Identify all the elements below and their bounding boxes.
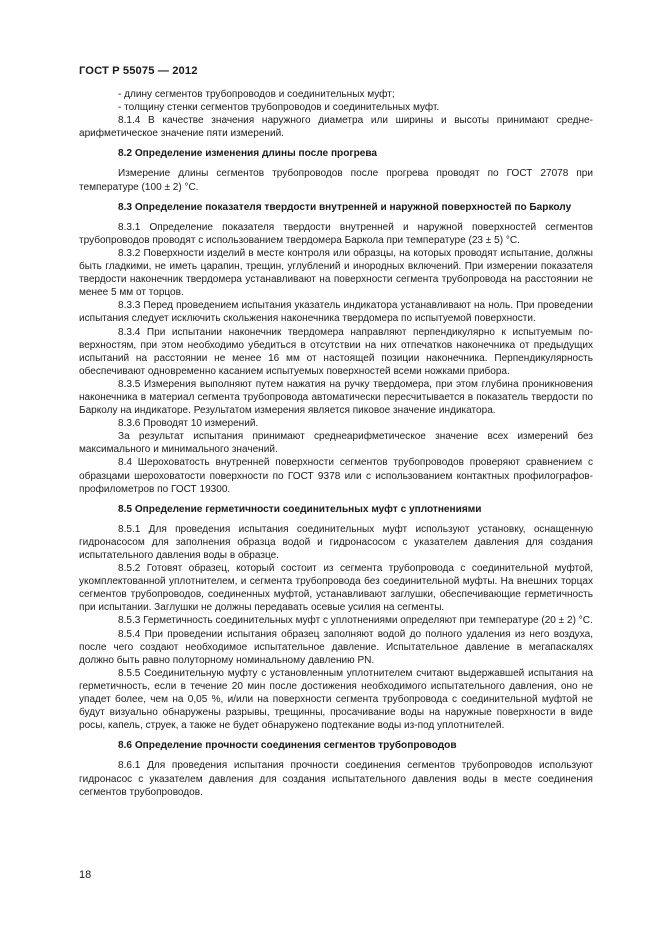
paragraph: 8.5.1 Для проведения испытания соединительных муфт используют установку, оснащенную гидронасосом для заполнения образца водой и гидронасосом с указателем давления для создания испытательного давления воды в образце. bbox=[79, 523, 593, 561]
paragraph: 8.3.3 Перед проведением испытания указатель индикатора устанавливают на ноль. При проведении испытания следует исключить скольжения наконечника твердомера по испытуемой поверхности. bbox=[79, 300, 593, 325]
paragraph: 8.5.4 При проведении испытания образец заполняют водой до полного удаления из него воздуха, после чего создают необходимое испытательное давление. Испытательное давление в мегапаскалях должно быть равно полуторному номинальному давлению PN. bbox=[79, 628, 593, 666]
paragraph: 8.5.2 Готовят образец, который состоит из сегмента трубопровода с соединительной муфтой, укомплектованной уплотнителем, и сегмента трубопровода без соединительной муфты. На внешних торцах сегментов трубопроводов, соединенных муфтой, устанавливают заглушки, обеспечивающие герметичность при испытании. Заглушки не должны передавать осевые усилия на сегменты. bbox=[79, 563, 593, 614]
paragraph: 8.1.4 В качестве значения наружного диаметра или ширины и высоты принимают среднеарифметическое значение пяти измерений. bbox=[79, 115, 593, 140]
paragraph: - толщину стенки сегментов трубопроводов и соединительных муфт. bbox=[118, 102, 440, 114]
page-number: 18 bbox=[79, 869, 92, 881]
section-heading: 8.2 Определение изменения длины после прогрева bbox=[118, 148, 378, 160]
paragraph: 8.3.4 При испытании наконечник твердомера направляют перпендикулярно к испытуемым поверхностям, при этом необходимо убедиться в отсутствии на них отпечатков наконечника от предыдущих испытаний на расстоянии не менее 16 мм от настоящей позиции наконечника. Перпендикулярность обеспечивают одновременно касанием испытуемых поверхностей всеми ножками прибора. bbox=[79, 326, 593, 377]
paragraph: - длину сегментов трубопроводов и соединительных муфт; bbox=[118, 89, 395, 100]
paragraph: 8.4 Шероховатость внутренней поверхности сегментов трубопроводов проверяют сравнением с образцами шероховатости поверхности по ГОСТ 9378 или с использованием контактных профилографов-профилометров по ГОСТ 19300. bbox=[79, 457, 593, 495]
section-heading: 8.5 Определение герметичности соединительных муфт с уплотнениями bbox=[118, 503, 482, 515]
document-header: ГОСТ Р 55075 — 2012 bbox=[79, 65, 198, 77]
paragraph: 8.5.3 Герметичность соединительных муфт с уплотнениями определяют при температуре (20 ± 2) °С. bbox=[118, 615, 593, 627]
paragraph: Измерение длины сегментов трубопроводов после прогрева проводят по ГОСТ 27078 при температуре (100 ± 2) °С. bbox=[79, 168, 593, 193]
document-body bbox=[79, 88, 593, 799]
paragraph: 8.5.5 Соединительную муфту с установленным уплотнителем считают выдержавшей испытания на герметичность, если в течение 20 мин после достижения необходимого испытательного давления, оно не упадет более, чем на 0,05 %, и/или на поверхности сегмента трубопровода с соединительной муфтой не будут визуально обнаружены разрывы, трещинны, просачивание воды на наружные поверхности в виде росы, капель, струек, а также не будет обнаружено подтекание воды из-под уплотнителей. bbox=[79, 667, 593, 732]
paragraph: 8.3.1 Определение показателя твердости внутренней и наружной поверхностей сегментов трубопроводов проводят с использованием твердомера Баркола при температуре (23 ± 5) °С. bbox=[79, 221, 593, 246]
paragraph: 8.3.2 Поверхности изделий в месте контроля или образцы, на которых проводят испытание, должны быть гладкими, не иметь царапин, трещин, углублений и инородных включений. При измерении показателя твердости наконечник твердомера устанавливают на поверхности сегмента трубопровода на расстоянии не менее 5 мм от торцов. bbox=[79, 247, 593, 299]
paragraph: 8.3.6 Проводят 10 измерений. bbox=[118, 418, 259, 430]
paragraph: 8.6.1 Для проведения испытания прочности соединения сегментов трубопроводов используют гидронасос с указателем давления для создания испытательного давления воды в месте соединения сегментов трубопроводов. bbox=[79, 760, 593, 798]
section-heading: 8.3 Определение показателя твердости внутренней и наружной поверхностей по Барколу bbox=[118, 201, 572, 213]
paragraph: 8.3.5 Измерения выполняют путем нажатия на ручку твердомера, при этом глубина проникновения наконечника в материал сегмента трубопровода автоматически пересчитывается в показатель твердости по Барколу на индикаторе. Результатом измерения является пиковое значение индикатора. bbox=[79, 378, 593, 417]
paragraph: За результат испытания принимают среднеарифметическое значение всех измерений без максимального и минимального значений. bbox=[79, 431, 593, 456]
section-heading: 8.6 Определение прочности соединения сегментов трубопроводов bbox=[118, 740, 457, 752]
